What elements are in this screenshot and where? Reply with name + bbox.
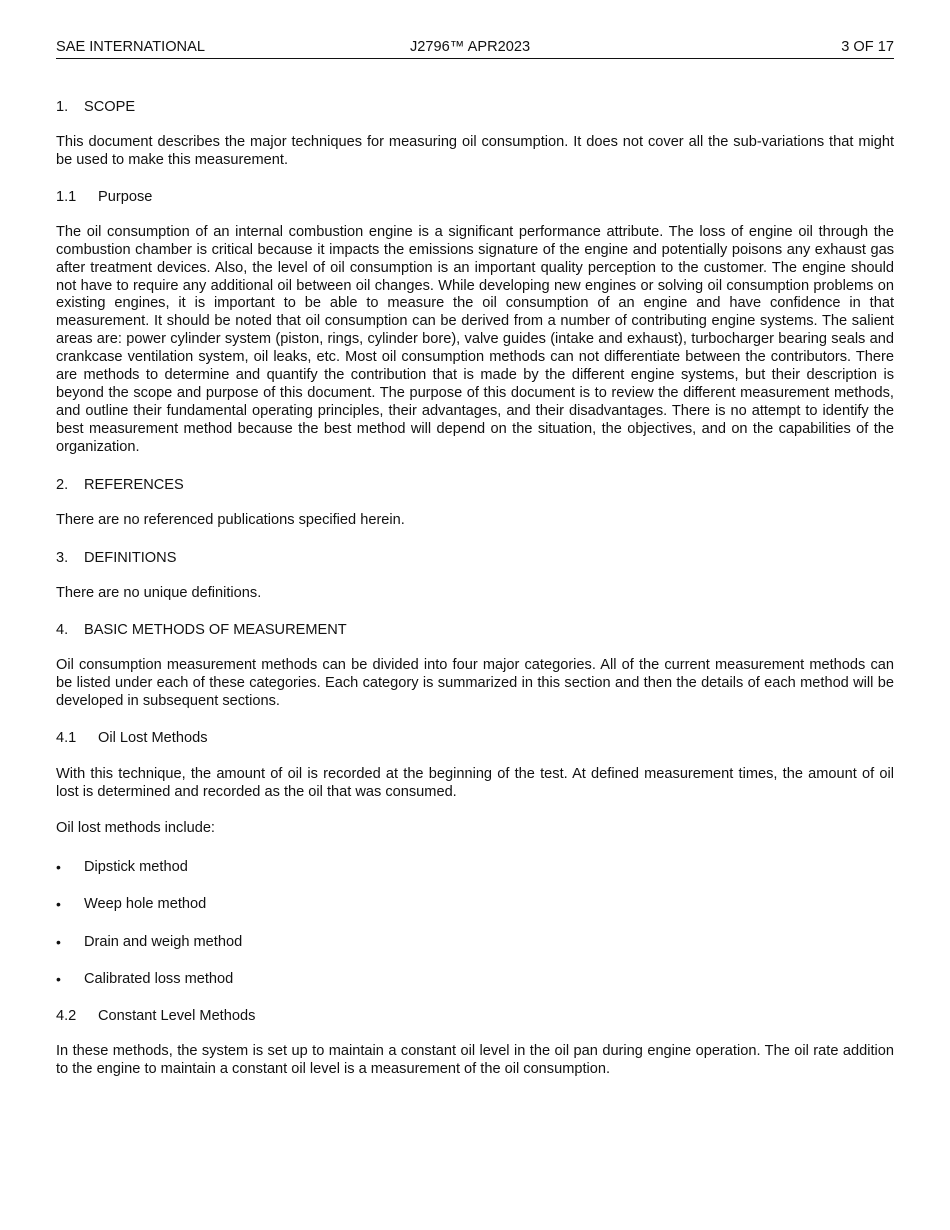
bullet-icon: • (56, 933, 61, 950)
section-title: BASIC METHODS OF MEASUREMENT (84, 622, 347, 639)
section-number: 2. (56, 476, 69, 493)
section-heading-references (56, 476, 894, 494)
section-title: REFERENCES (84, 476, 184, 493)
header-document-id: J2796™ APR2023 (410, 39, 531, 55)
bullet-icon: • (56, 895, 61, 912)
list-item (56, 858, 894, 876)
section-number: 4. (56, 622, 69, 639)
oil-lost-methods-list (56, 858, 894, 988)
section-title: Oil Lost Methods (98, 730, 208, 747)
header-organization: SAE INTERNATIONAL (56, 39, 205, 55)
bullet-icon: • (56, 970, 61, 987)
subsection-heading-oil-lost (56, 729, 894, 747)
list-item-text: Calibrated loss method (84, 970, 234, 987)
section-number: 4.1 (56, 730, 77, 747)
section-heading-definitions (56, 549, 894, 567)
section-number: 1.1 (56, 188, 77, 205)
constant-level-paragraph: In these methods, the system is set up to maintain a constant oil level in the oil pan during engine operation. The oil rate addition to the engine to maintain a constant oil level is a measurement of the oil consumption. (56, 1042, 894, 1077)
references-paragraph: There are no referenced publications specified herein. (56, 511, 405, 528)
page-header (56, 38, 894, 59)
bullet-icon: • (56, 858, 61, 875)
oil-lost-paragraph: With this technique, the amount of oil is recorded at the beginning of the test. At defined measurement times, the amount of oil lost is determined and recorded as the oil that was consumed. (56, 766, 894, 801)
section-title: SCOPE (84, 99, 136, 115)
scope-paragraph: This document describes the major techniques for measuring oil consumption. It does not cover all the sub-variations that might be used to make this measurement. (56, 134, 894, 168)
section-title: Purpose (98, 188, 153, 205)
section-heading-scope (56, 98, 894, 116)
header-page-number: 3 OF 17 (841, 39, 894, 55)
list-item (56, 970, 894, 988)
list-item (56, 933, 894, 951)
section-number: 3. (56, 549, 69, 566)
definitions-paragraph: There are no unique definitions. (56, 584, 262, 601)
section-title: DEFINITIONS (84, 549, 177, 566)
document-page (56, 38, 894, 1079)
section-number: 1. (56, 99, 69, 115)
basic-methods-paragraph: Oil consumption measurement methods can be divided into four major categories. All of the current measurement methods can be listed under each of these categories. Each category is summarized in this section and then the details of each method will be developed in subsequent sections. (56, 657, 894, 710)
list-item (56, 895, 894, 913)
subsection-heading-purpose (56, 188, 894, 206)
section-number: 4.2 (56, 1007, 77, 1024)
section-title: Constant Level Methods (98, 1007, 256, 1024)
subsection-heading-constant-level (56, 1007, 894, 1025)
list-item-text: Drain and weigh method (84, 933, 243, 950)
section-heading-basic-methods (56, 621, 894, 639)
list-item-text: Weep hole method (84, 895, 207, 912)
oil-lost-intro: Oil lost methods include: (56, 819, 215, 836)
list-item-text: Dipstick method (84, 858, 188, 875)
purpose-paragraph: The oil consumption of an internal combustion engine is a significant performance attribute. The loss of engine oil through the combustion chamber is critical because it impacts the emissions signature of the engine and potentially poisons any exhaust gas after treatment devices. Also, the level of oil consumption is an important quality perception to the customer. The engine should not have to require any additional oil between oil changes. While developing new engines or solving oil consumption problems on existing engines, it is important to be able to measure the oil consumption of an engine and have confidence in that measurement. It should be noted that oil consumption can be derived from a number of contributing engine systems. The salient areas are: power cylinder system (piston, rings, cylinder bore), valve guides (intake and exhaust), turbocharger bearing seals and crankcase ventilation system, oil leaks, etc. Most oil consumption methods can not differentiate between the contributors. There are methods to determine and quantify the contribution that is made by the different engine systems, but their description is beyond the scope and purpose of this document. The purpose of this document is to review the different measurement methods, and outline their fundamental operating principles, their advantages, and their disadvantages. There is no attempt to identify the best measurement method because the best method will depend on the situation, the objectives, and on the capabilities of the organization. (56, 223, 894, 455)
